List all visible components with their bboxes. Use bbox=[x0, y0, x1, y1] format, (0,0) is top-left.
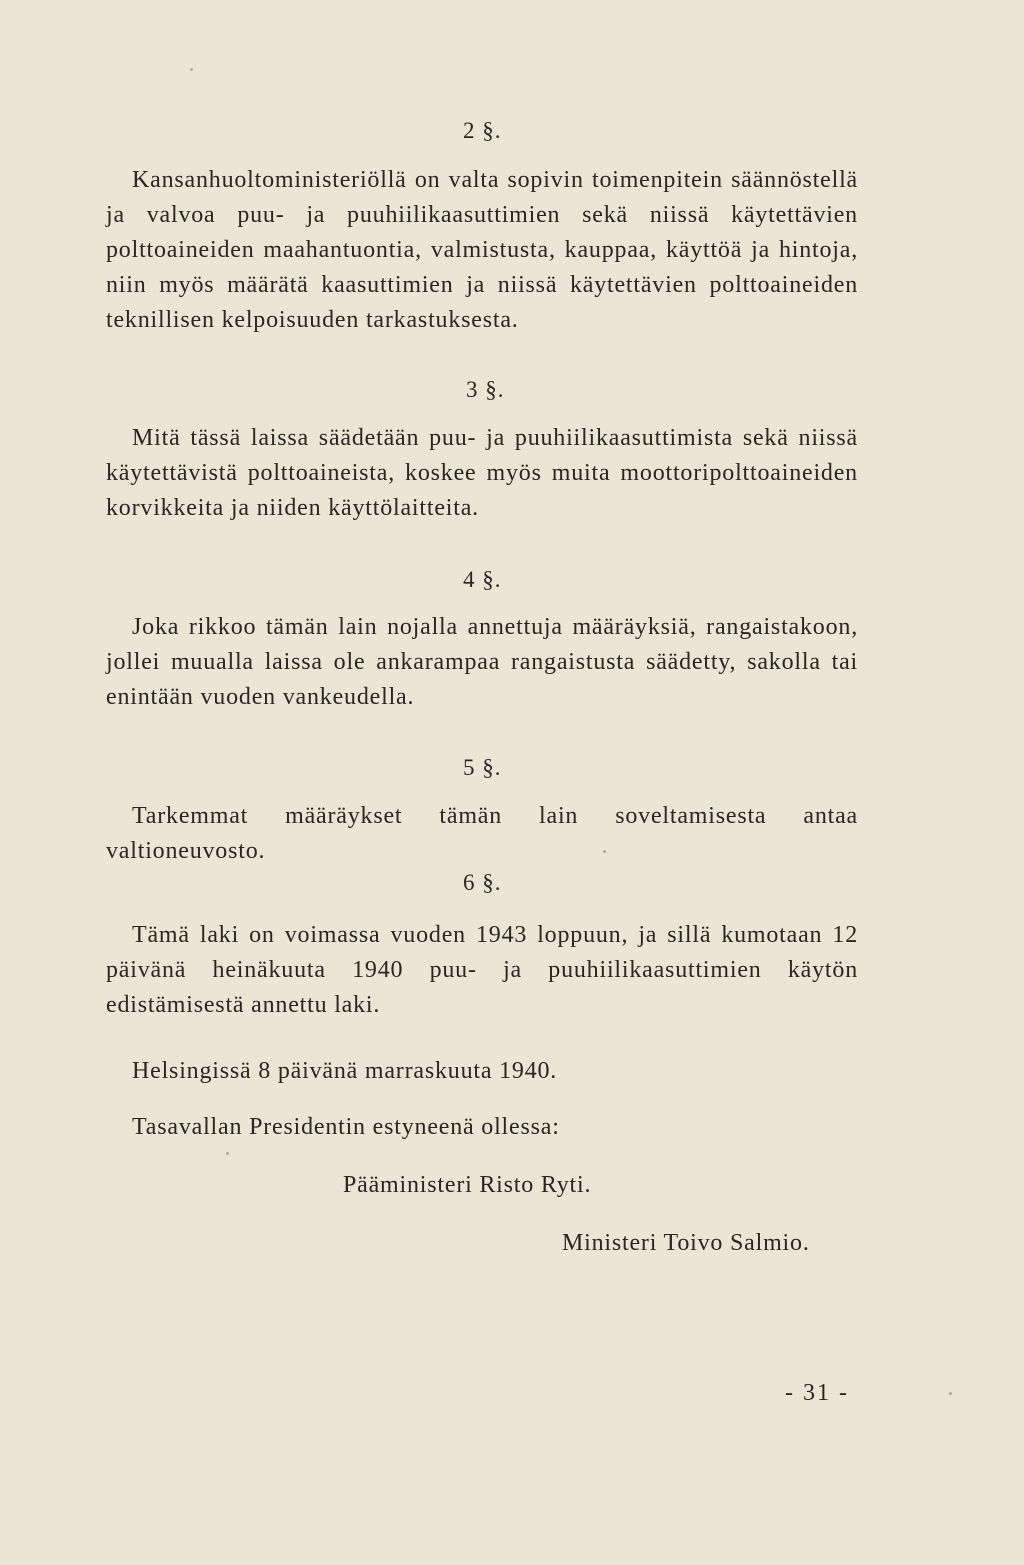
place-date-line: Helsingissä 8 päivänä marraskuuta 1940. bbox=[132, 1058, 558, 1084]
section-6-text: Tämä laki on voimassa vuoden 1943 loppuun, ja sillä kumotaan 12 päivänä heinäkuuta 1940 puu- ja puuhiilikaasuttimien käytön edistämisestä annettu laki. bbox=[106, 922, 858, 1018]
section-4-text: Joka rikkoo tämän lain nojalla annettuja määräyksiä, rangaistakoon, jollei muualla laissa ole ankarampaa rangaistusta säädetty, sakolla tai enintään vuoden vankeudella. bbox=[106, 614, 858, 710]
page-number: - 31 - bbox=[785, 1380, 849, 1406]
section-number-6: 6 §. bbox=[463, 870, 502, 895]
section-number-5: 5 §. bbox=[463, 755, 502, 780]
paper-speck bbox=[949, 1392, 952, 1395]
minister-signature: Ministeri Toivo Salmio. bbox=[562, 1230, 810, 1256]
section-number-2: 2 §. bbox=[463, 118, 502, 143]
section-number-3: 3 §. bbox=[466, 377, 505, 402]
section-number-4: 4 §. bbox=[463, 567, 502, 592]
prime-minister-signature: Pääministeri Risto Ryti. bbox=[343, 1172, 592, 1198]
section-5-text: Tarkemmat määräykset tämän lain soveltamisesta antaa valtioneuvosto. bbox=[106, 803, 858, 864]
on-behalf-line: Tasavallan Presidentin estyneenä ollessa: bbox=[132, 1114, 560, 1140]
paper-speck bbox=[603, 850, 606, 853]
paper-speck bbox=[190, 68, 193, 71]
paper-speck bbox=[226, 1152, 229, 1155]
section-2-text: Kansanhuoltoministeriöllä on valta sopivin toimenpitein säännöstellä ja valvoa puu- ja puuhiilikaasuttimien sekä niissä käytettävien polttoaineiden maahantuontia, valmistusta, kauppaa, käyttöä ja hintoja, niin myös määrätä kaasuttimien ja niissä käytettävien polttoaineiden teknillisen kelpoisuuden tarkastuksesta. bbox=[106, 167, 858, 333]
section-3-text: Mitä tässä laissa säädetään puu- ja puuhiilikaasuttimista sekä niissä käytettävistä polttoaineista, koskee myös muita moottoripolttoaineiden korvikkeita ja niiden käyttölaitteita. bbox=[106, 425, 858, 521]
